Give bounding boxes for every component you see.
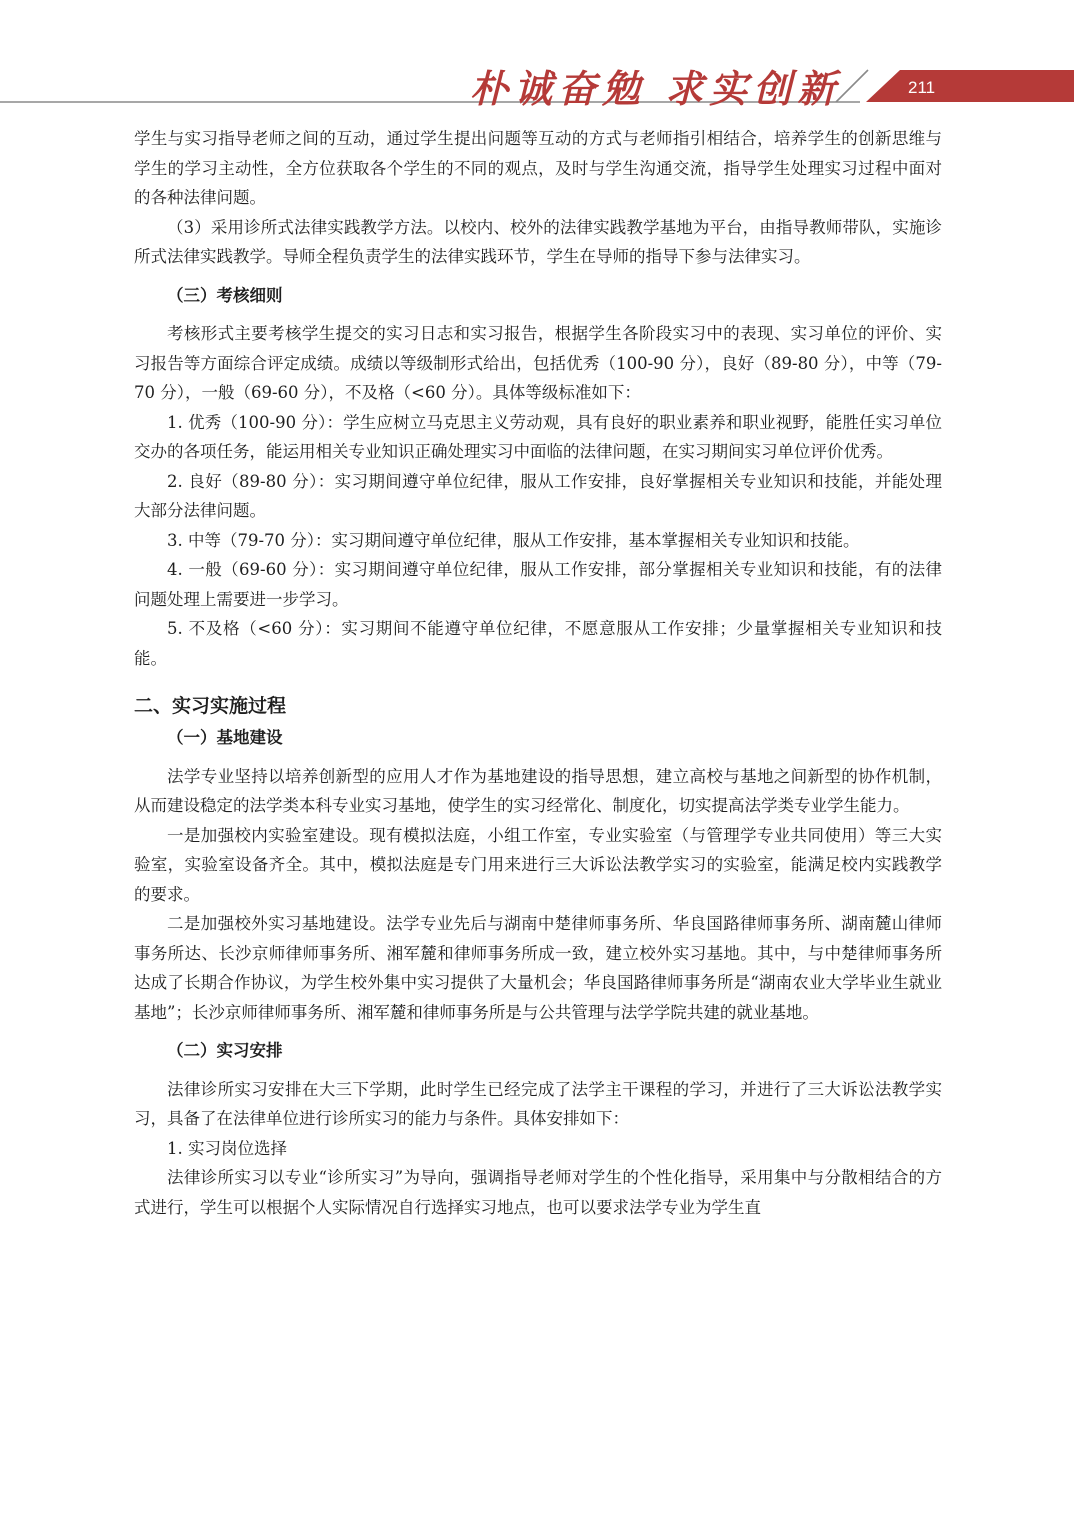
paragraph: 一是加强校内实验室建设。现有模拟法庭，小组工作室，专业实验室（与管理学专业共同使用）等三大实验室，实验室设备齐全。其中，模拟法庭是专门用来进行三大诉讼法教学实习的实验室，能满足校内实践教学的要求。 [134, 825, 942, 904]
grade-item: 1. 优秀（100-90 分）：学生应树立马克思主义劳动观，具有良好的职业素养和职业视野，能胜任实习单位交办的各项任务，能运用相关专业知识正确处理实习中面临的法律问题，在实习期间实习单位评价优秀。 [134, 412, 942, 461]
page-header [0, 0, 1074, 112]
section-heading: 二、实习实施过程 [134, 695, 287, 717]
paragraph: 二是加强校外实习基地建设。法学专业先后与湖南中楚律师事务所、华良国路律师事务所、湖南麓山律师事务所达、长沙京师律师事务所、湘军麓和律师事务所成一致，建立校外实习基地。其中，与中楚律师事务所达成了长期合作协议，为学生校外集中实习提供了大量机会；华良国路律师事务所是“湖南农业大学毕业生就业基地”；长沙京师律师事务所、湘军麓和律师事务所是与公共管理与法学学院共建的就业基地。 [134, 914, 942, 1022]
document-body [134, 124, 942, 1222]
grade-item: 3. 中等（79-70 分）：实习期间遵守单位纪律，服从工作安排，基本掌握相关专业知识和技能。 [167, 530, 860, 550]
paragraph: （3）采用诊所式法律实践教学方法。以校内、校外的法律实践教学基地为平台，由指导教师带队，实施诊所式法律实践教学。导师全程负责学生的法律实践环节，学生在导师的指导下参与法律实习。 [134, 217, 942, 266]
subsection-heading: （一）基地建设 [167, 728, 283, 747]
paragraph: 学生与实习指导老师之间的互动，通过学生提出问题等互动的方式与老师指引相结合，培养学生的创新思维与学生的学习主动性，全方位获取各个学生的不同的观点，及时与学生沟通交流，指导学生处理实习过程中面对的各种法律问题。 [134, 129, 942, 207]
grade-item: 2. 良好（89-80 分）：实习期间遵守单位纪律，服从工作安排，良好掌握相关专业知识和技能，并能处理大部分法律问题。 [134, 471, 942, 520]
paragraph: 法律诊所实习安排在大三下学期，此时学生已经完成了法学主干课程的学习，并进行了三大诉讼法教学实习，具备了在法律单位进行诊所实习的能力与条件。具体安排如下： [134, 1079, 942, 1128]
grade-item: 5. 不及格（<60 分）：实习期间不能遵守单位纪律，不愿意服从工作安排；少量掌握相关专业知识和技能。 [134, 619, 942, 668]
list-item: 1. 实习岗位选择 [167, 1138, 287, 1158]
paragraph: 法律诊所实习以专业“诊所实习”为导向，强调指导老师对学生的个性化指导，采用集中与分散相结合的方式进行，学生可以根据个人实际情况自行选择实习地点，也可以要求法学专业为学生直 [134, 1168, 942, 1217]
subsection-heading: （三）考核细则 [167, 285, 283, 305]
subsection-heading: （二）实习安排 [167, 1041, 283, 1060]
header-motto: 朴诚奋勉 求实创新 [470, 66, 842, 111]
page-number: 211 [908, 78, 936, 97]
grade-item: 4. 一般（69-60 分）：实习期间遵守单位纪律，服从工作安排，部分掌握相关专业知识和技能，有的法律问题处理上需要进一步学习。 [134, 560, 942, 609]
paragraph: 法学专业坚持以培养创新型的应用人才作为基地建设的指导思想，建立高校与基地之间新型的协作机制，从而建设稳定的法学类本科专业实习基地，使学生的实习经常化、制度化，切实提高法学类专业学生能力。 [134, 766, 942, 815]
paragraph: 考核形式主要考核学生提交的实习日志和实习报告，根据学生各阶段实习中的表现、实习单位的评价、实习报告等方面综合评定成绩。成绩以等级制形式给出，包括优秀（100-90 分），良好（89-80 分），中等（79-70 分），一般（69-60 分），不及格（<60 分）。具体等级标准如下： [134, 324, 942, 402]
